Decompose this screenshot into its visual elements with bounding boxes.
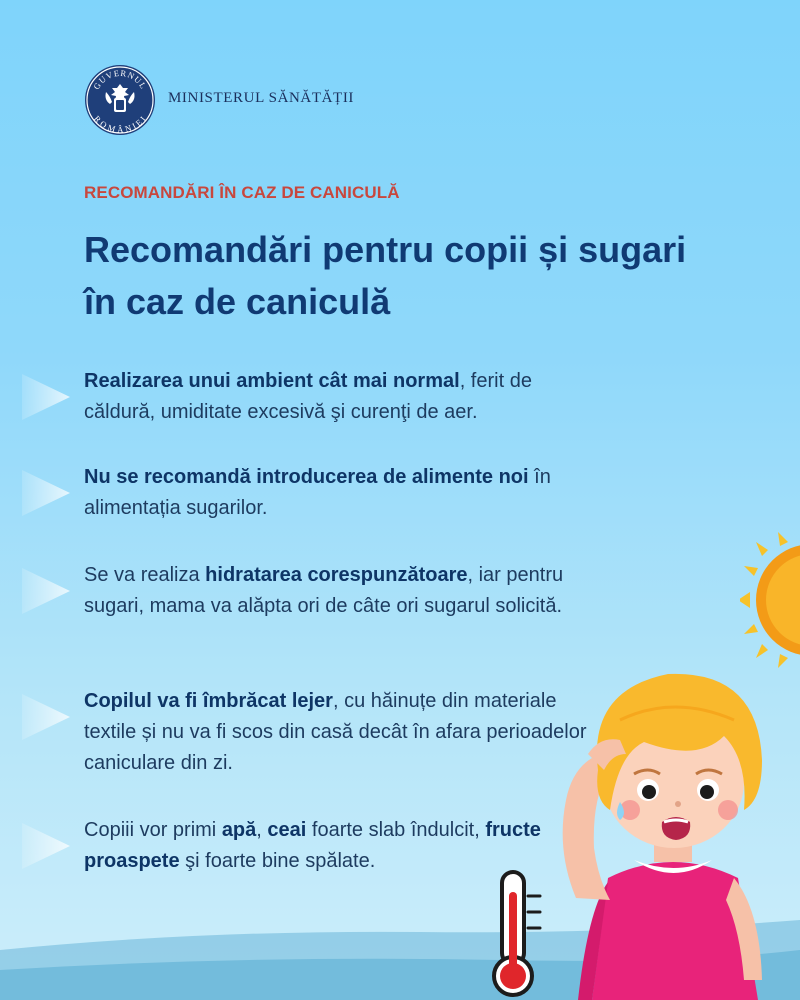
recommendation-bold: Copilul va fi îmbrăcat lejer [84,690,333,712]
list-item [0,366,760,466]
list-item [0,560,760,660]
section-kicker: RECOMANDĂRI ÎN CAZ DE CANICULĂ [84,183,400,202]
recommendation-rest: şi foarte bine spălate. [179,850,376,872]
arrow-icon [18,692,74,742]
logo-text-top: GUVERNUL [91,67,149,92]
recommendation-bold: apă [221,819,257,841]
arrow-icon [18,566,74,616]
recommendation-text [84,686,604,779]
recommendation-rest: în alimentația sugarilor. [84,466,551,519]
recommendation-rest: , ferit de căldură, umiditate excesivă şi curenţi de aer. [84,370,532,423]
recommendation-text [84,462,604,524]
recommendation-rest: , cu hăinuțe din materiale textile și nu va fi scos din casă decât în afara perioadelor caniculare din zi. [84,690,587,774]
recommendation-pre: Copiii vor primi [84,819,222,841]
ministry-name: MINISTERUL SĂNĂTĂȚII [168,90,355,106]
arrow-icon [18,821,74,871]
recommendation-bold: hidratarea corespunzătoare [205,564,468,586]
recommendation-mid: , [256,819,268,841]
child-illustration [548,650,800,1000]
logo-text-bottom: ROMÂNIEI [91,113,149,135]
recommendation-bold: ceai [267,819,307,841]
recommendation-pre: Se va realiza [84,564,206,586]
recommendation-bold: fructe proaspete [84,819,541,872]
thermometer-icon [484,868,550,1000]
recommendation-mid: foarte slab îndulcit, [306,819,486,841]
arrow-icon [18,372,74,422]
recommendation-rest: , iar pentru sugari, mama va alăpta ori de câte ori sugarul solicită. [84,564,564,617]
recommendation-bold: Nu se recomandă introducerea de alimente noi [84,466,529,488]
page-title: Recomandări pentru copii și sugari în caz de caniculă [84,229,687,322]
recommendation-text [84,560,604,622]
list-item [0,462,760,562]
recommendation-text [84,366,604,428]
arrow-icon [18,468,74,518]
government-seal-logo [84,64,156,136]
recommendation-bold: Realizarea unui ambient cât mai normal [84,370,460,392]
